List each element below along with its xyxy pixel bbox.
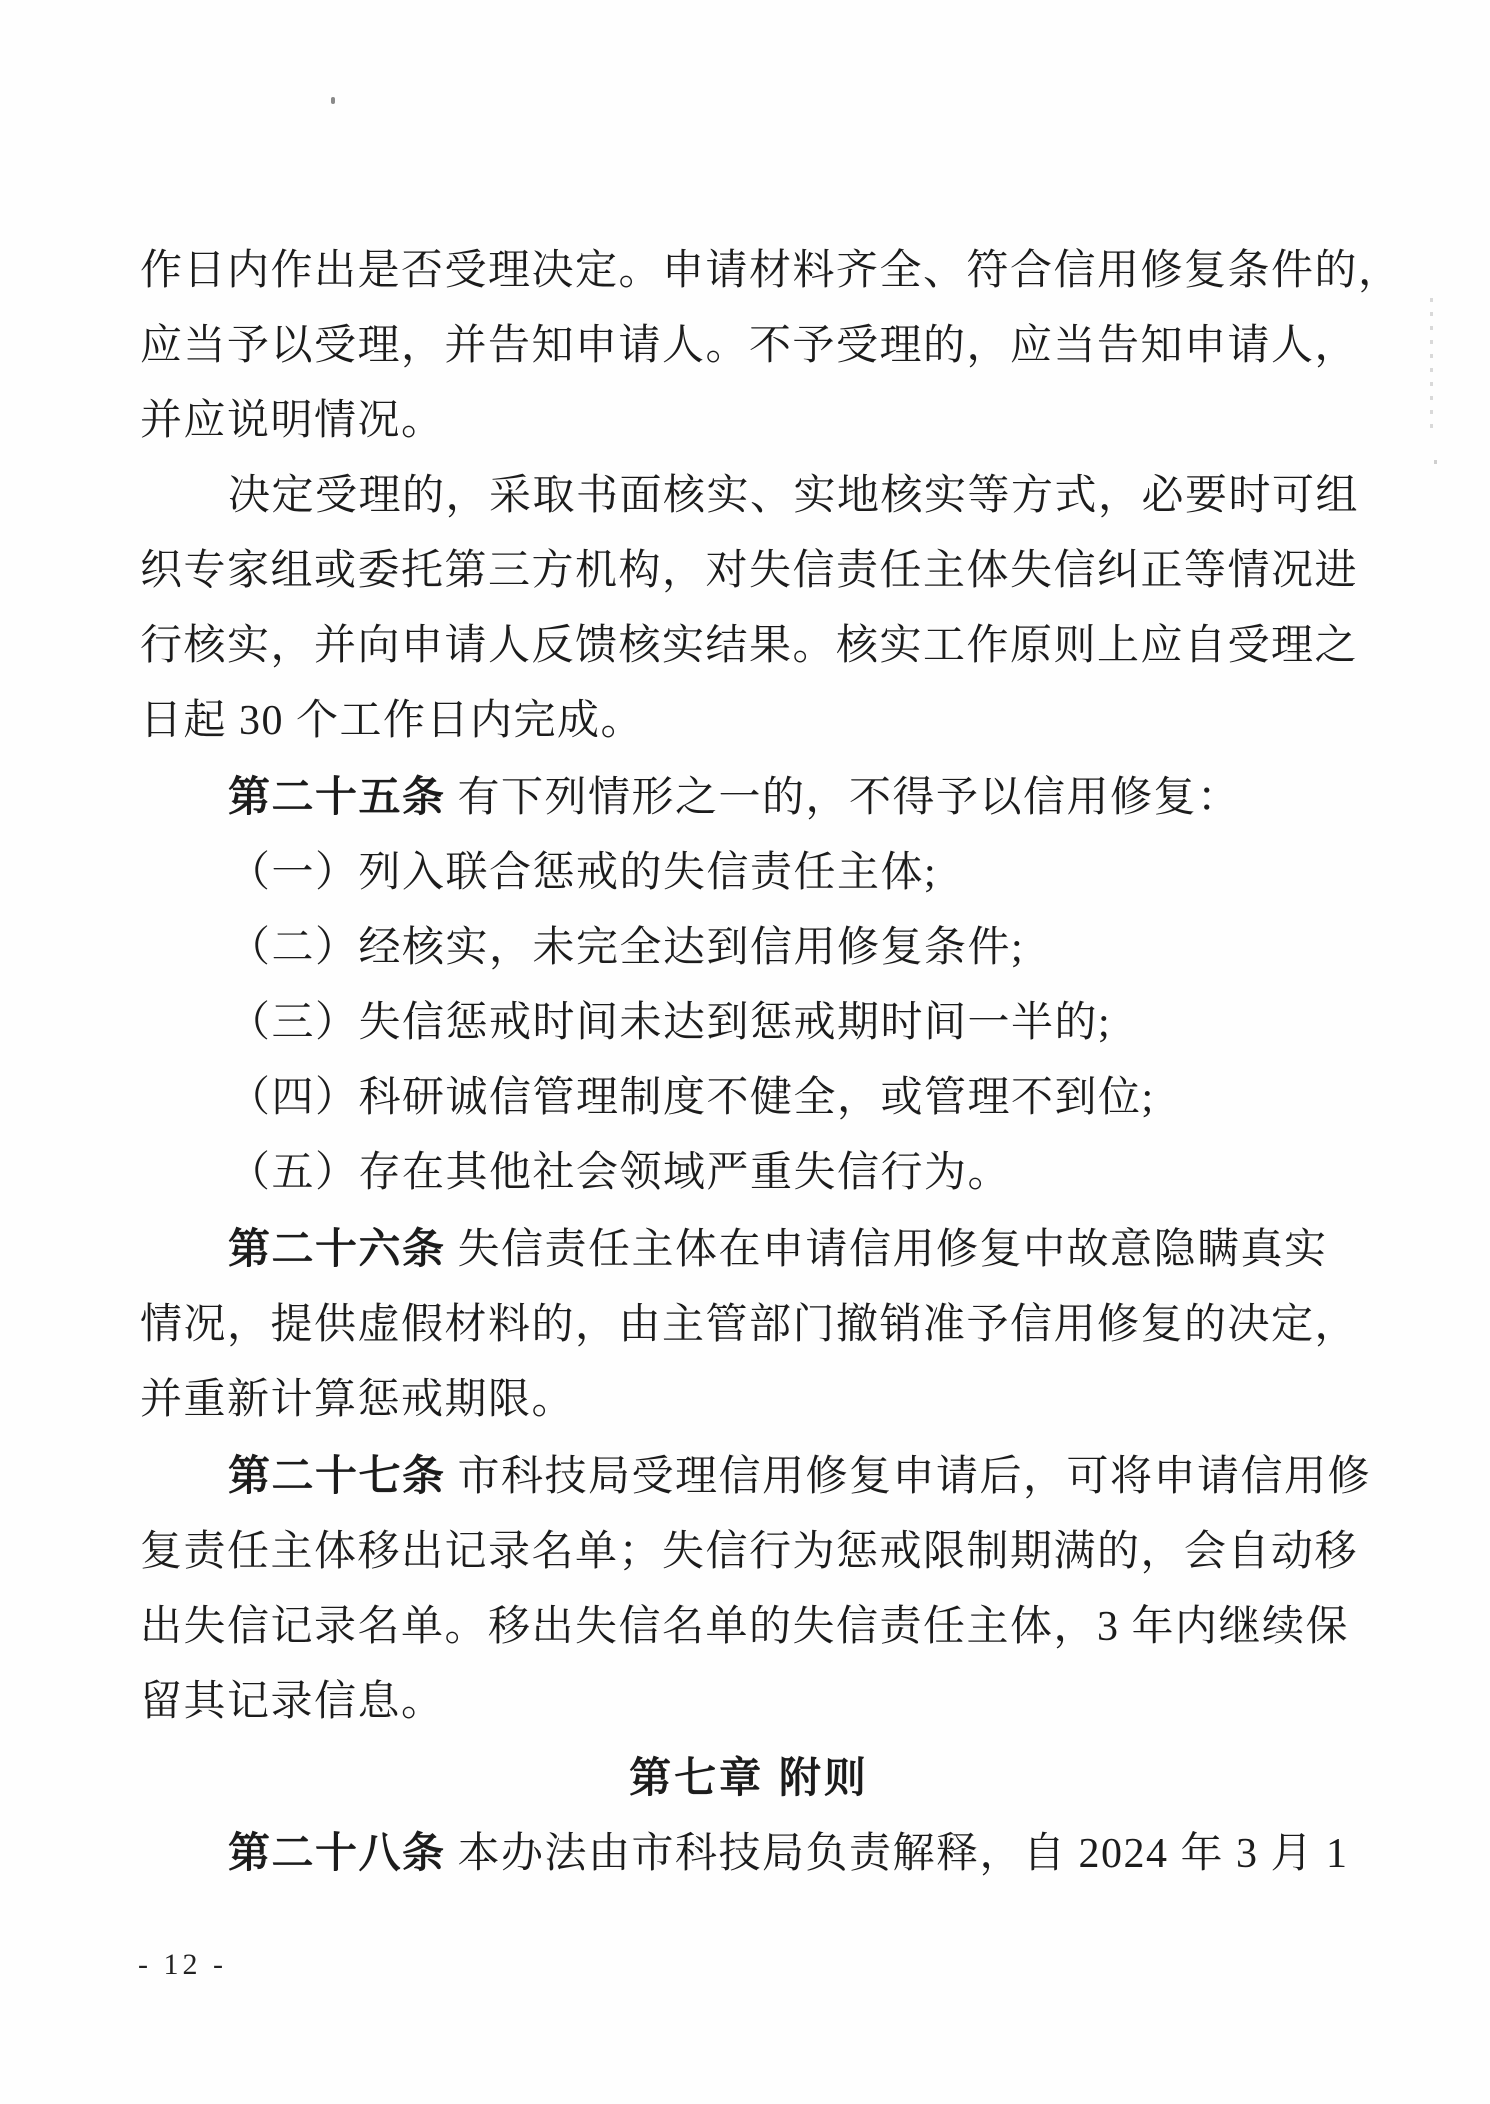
text-line bbox=[140, 384, 1358, 459]
text-line-article-25 bbox=[140, 759, 1358, 836]
text-line bbox=[140, 1590, 1358, 1665]
line-text: 市科技局受理信用修复申请后，可将申请信用修 bbox=[445, 1454, 1372, 1500]
text-line-item-1 bbox=[140, 836, 1358, 911]
text-line-item-5 bbox=[140, 1136, 1358, 1211]
line-text: 情况，提供虚假材料的，由主管部门撤销准予信用修复的决定， bbox=[140, 1302, 1359, 1348]
line-text: 作日内作出是否受理决定。申请材料齐全、符合信用修复条件的， bbox=[140, 248, 1402, 294]
line-text: （一）列入联合惩戒的失信责任主体; bbox=[228, 850, 938, 896]
article-number-label: 第二十八条 bbox=[228, 1829, 446, 1876]
text-line bbox=[140, 459, 1358, 534]
text-line bbox=[140, 684, 1358, 759]
line-text: 本办法由市科技局负责解释，自 2024 年 3 月 1 bbox=[445, 1831, 1349, 1877]
line-text: 应当予以受理，并告知申请人。不予受理的，应当告知申请人， bbox=[140, 323, 1359, 369]
line-text: （二）经核实，未完全达到信用修复条件; bbox=[228, 925, 1025, 971]
line-text: 失信责任主体在申请信用修复中故意隐瞒真实 bbox=[445, 1227, 1328, 1273]
text-line bbox=[140, 309, 1358, 384]
line-text: （三）失信惩戒时间未达到惩戒期时间一半的; bbox=[228, 1000, 1112, 1046]
text-line-item-2 bbox=[140, 911, 1358, 986]
text-line-item-4 bbox=[140, 1061, 1358, 1136]
text-line bbox=[140, 1515, 1358, 1590]
line-text: 留其记录信息。 bbox=[140, 1679, 445, 1725]
line-text: 并应说明情况。 bbox=[140, 398, 445, 444]
line-text: 日起 30 个工作日内完成。 bbox=[140, 698, 645, 744]
scan-artifact-speck bbox=[1434, 460, 1437, 464]
text-line-article-28 bbox=[140, 1815, 1358, 1892]
line-text: 有下列情形之一的，不得予以信用修复： bbox=[445, 775, 1241, 821]
chapter-heading-text: 第七章 附则 bbox=[629, 1754, 869, 1801]
line-text: （四）科研诚信管理制度不健全，或管理不到位; bbox=[228, 1075, 1155, 1121]
line-text: 复责任主体移出记录名单；失信行为惩戒限制期满的，会自动移 bbox=[140, 1529, 1359, 1575]
line-text: 行核实，并向申请人反馈核实结果。核实工作原则上应自受理之 bbox=[140, 623, 1359, 669]
line-text: 出失信记录名单。移出失信名单的失信责任主体，3 年内继续保 bbox=[140, 1604, 1350, 1650]
chapter-heading bbox=[140, 1740, 1358, 1815]
scan-artifact-dot bbox=[331, 97, 335, 104]
text-line bbox=[140, 609, 1358, 684]
article-number-label: 第二十七条 bbox=[228, 1452, 446, 1499]
line-text: 并重新计算惩戒期限。 bbox=[140, 1377, 576, 1423]
text-line bbox=[140, 1665, 1358, 1740]
text-line bbox=[140, 1363, 1358, 1438]
line-text: 织专家组或委托第三方机构，对失信责任主体失信纠正等情况进 bbox=[140, 548, 1359, 594]
text-line-item-3 bbox=[140, 986, 1358, 1061]
scan-artifact-edge-marks bbox=[1430, 298, 1433, 428]
article-number-label: 第二十五条 bbox=[228, 773, 446, 820]
text-line bbox=[140, 1288, 1358, 1363]
line-text: （五）存在其他社会领域严重失信行为。 bbox=[228, 1150, 1012, 1196]
text-line bbox=[140, 534, 1358, 609]
line-text: 决定受理的，采取书面核实、实地核实等方式，必要时可组 bbox=[228, 473, 1360, 519]
article-number-label: 第二十六条 bbox=[228, 1225, 446, 1272]
page-number: - 12 - bbox=[138, 1948, 227, 1981]
text-line bbox=[140, 234, 1402, 309]
text-line-article-26 bbox=[140, 1211, 1358, 1288]
text-line-article-27 bbox=[140, 1438, 1372, 1515]
document-body bbox=[140, 234, 1402, 1892]
